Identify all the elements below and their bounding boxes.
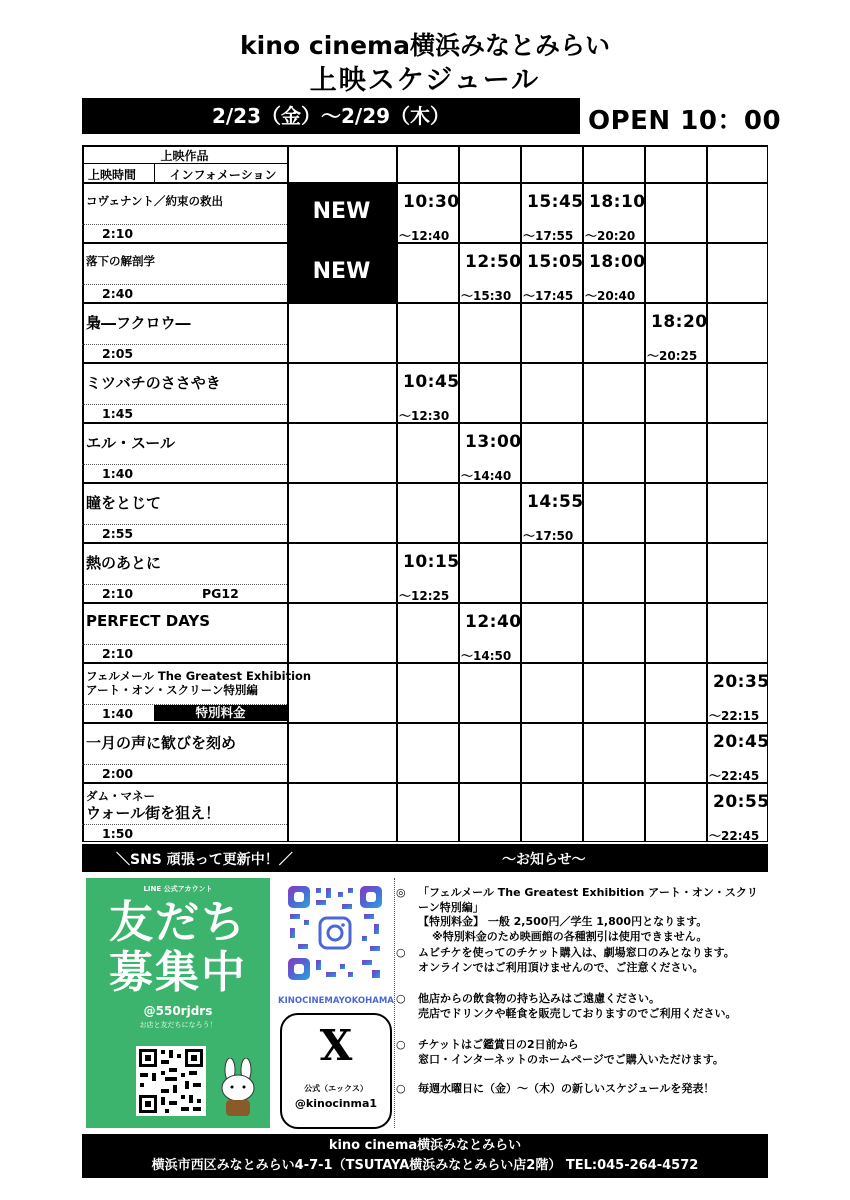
showtime-end: ～12:30: [399, 409, 450, 423]
movie-duration: 2:10: [102, 586, 134, 601]
showtime-end: ～20:25: [647, 349, 698, 363]
grid-row-line: [82, 722, 768, 724]
x-label: 公式（エックス）: [304, 1084, 368, 1093]
showtime-start: 14:55: [527, 492, 584, 512]
grid-col-line: [644, 145, 646, 842]
movie-row-divider: [82, 344, 287, 345]
notice-line: 毎週水曜日に（金）～（木）の新しいスケジュールを発表！: [418, 1082, 715, 1095]
movie-title: 落下の解剖学: [86, 254, 155, 268]
line-friend-card[interactable]: [86, 878, 270, 1128]
x-account-card[interactable]: [280, 1013, 392, 1129]
movie-title: 一月の声に歓びを刻め: [86, 734, 237, 752]
movie-title: PERFECT DAYS: [86, 612, 211, 630]
header-divider: [154, 163, 155, 182]
movie-duration: 1:50: [102, 826, 134, 841]
movie-title: 梟―フクロウ―: [86, 314, 191, 332]
movie-title: ミツバチのささやき: [86, 374, 221, 392]
showtime-end: ～15:30: [461, 289, 512, 303]
notice-bullet-icon: ○: [396, 1038, 406, 1051]
showtime-end: ～20:20: [585, 229, 636, 243]
movie-title-line2: ウォール街を狙え！: [86, 804, 221, 822]
movie-duration: 2:40: [102, 286, 134, 301]
movie-rating: PG12: [202, 586, 239, 601]
grid-col-line: [520, 145, 522, 842]
showtime-end: ～20:40: [585, 289, 636, 303]
showtime-start: 20:55: [713, 792, 770, 812]
showtime-end: ～12:40: [399, 229, 450, 243]
movie-duration: 2:55: [102, 526, 134, 541]
line-qr-code-icon[interactable]: [136, 1046, 206, 1116]
notice-text: [418, 1038, 768, 1067]
showtime-start: 18:20: [651, 312, 708, 332]
movie-title: 熱のあとに: [86, 554, 162, 572]
showtime-start: 10:45: [403, 372, 460, 392]
notice-line: 売店でドリンクや軽食を販売しておりますのでご利用ください。: [418, 1006, 737, 1020]
movie-duration: 2:10: [102, 226, 134, 241]
instagram-qr-code-icon[interactable]: [286, 884, 384, 982]
sns-band-label: ＼SNS 頑張って更新中！／: [116, 852, 293, 868]
schedule-grid: [82, 145, 768, 842]
notice-line: チケットはご鑑賞日の2日前から: [418, 1038, 579, 1051]
notice-text: [418, 886, 768, 944]
notice-text: [418, 1082, 768, 1097]
showtime-end: ～14:40: [461, 469, 512, 483]
movie-row-divider: [82, 224, 287, 225]
showtime-start: 15:05: [527, 252, 584, 272]
news-band-label: ～お知らせ～: [502, 852, 586, 868]
movie-title-line2: アート・オン・スクリーン特別編: [86, 683, 258, 697]
grid-row-line: [82, 482, 768, 484]
grid-col-line: [82, 145, 84, 842]
line-big-text-2: 募集中: [109, 947, 247, 998]
movie-duration: 2:00: [102, 766, 134, 781]
movie-duration: 1:40: [102, 466, 134, 481]
movie-row-divider: [82, 464, 287, 465]
footer-band: [82, 1134, 768, 1178]
date-range-band: 2/23（金）～2/29（木）: [82, 98, 580, 134]
notice-bullet-icon: ◎: [396, 886, 406, 899]
movie-title: フェルメール The Greatest Exhibition: [86, 669, 312, 683]
notice-bullet-icon: ○: [396, 1082, 406, 1095]
grid-row-line: [82, 782, 768, 784]
x-logo-icon: X: [319, 1021, 353, 1070]
notice-text: [418, 992, 768, 1021]
movie-title: ダム・マネー: [86, 789, 155, 803]
bunny-character-icon: [216, 1058, 260, 1118]
movie-duration: 1:40: [102, 706, 134, 721]
social-qr-panel: [278, 878, 392, 1128]
movie-title: エル・スール: [86, 434, 175, 452]
schedule-heading: 上映スケジュール: [309, 65, 541, 96]
notice-text: [418, 946, 768, 975]
notice-line: 窓口・インターネットのホームページでご購入いただけます。: [418, 1052, 724, 1066]
line-big-text-1: 友だち: [109, 897, 247, 948]
showtime-start: 12:40: [465, 612, 522, 632]
showtime-end: ～14:50: [461, 649, 512, 663]
notice-line: ムビチケを使ってのチケット購入は、劇場窓口のみとなります。: [418, 946, 735, 959]
grid-row-line: [82, 841, 768, 843]
grid-row-line: [82, 302, 768, 304]
notice-line: オンラインではご利用頂けませんので、ご注意ください。: [418, 960, 704, 974]
notices-panel: [396, 878, 768, 1128]
showtime-end: ～12:25: [399, 589, 450, 603]
showtime-end: ～22:45: [709, 769, 760, 783]
footer-theater: kino cinema横浜みなとみらい: [328, 1138, 522, 1153]
movie-row-divider: [82, 524, 287, 525]
line-subtext: お店と友だちになろう！: [139, 1021, 217, 1029]
movie-title: 瞳をとじて: [86, 494, 162, 512]
notice-line: 【特別料金】 一般 2,500円／学生 1,800円となります。: [418, 915, 708, 928]
header-films: 上映作品: [160, 149, 209, 163]
footer-address: 横浜市西区みなとみらい4-7-1（TSUTAYA横浜みなとみらい店2階） TEL:045-264-4572: [151, 1158, 699, 1173]
showtime-start: 20:45: [713, 732, 770, 752]
movie-row-divider: [82, 584, 287, 585]
showtime-end: ～22:45: [709, 829, 760, 843]
showtime-start: 15:45: [527, 192, 584, 212]
open-time: OPEN 10：00: [588, 106, 782, 136]
notice-line: 「フェルメール The Greatest Exhibition アート・オン・スクリーン特別編」: [418, 886, 758, 914]
showtime-end: ～22:15: [709, 709, 760, 723]
showtime-start: 10:15: [403, 552, 460, 572]
showtime-end: ～17:50: [523, 529, 574, 543]
movie-duration: 2:10: [102, 646, 134, 661]
movie-row-divider: [82, 824, 287, 825]
showtime-start: 18:00: [589, 252, 646, 272]
info-band: [82, 844, 768, 872]
movie-row-divider: [82, 284, 287, 285]
notice-divider: [394, 878, 395, 1128]
header-info: インフォメーション: [169, 168, 277, 182]
header-runtime: 上映時間: [88, 168, 137, 182]
line-id: @550rjdrs: [143, 1004, 213, 1018]
new-badge: NEW: [287, 182, 396, 242]
showtime-start: 13:00: [465, 432, 522, 452]
grid-col-line: [396, 145, 398, 842]
movie-title: コヴェナント／約束の救出: [86, 194, 223, 208]
x-handle: @kinocinma1: [294, 1097, 378, 1110]
special-price-badge: 特別料金: [154, 705, 287, 721]
grid-col-line: [458, 145, 460, 842]
grid-row-line: [82, 662, 768, 664]
notice-line: 他店からの飲食物の持ち込みはご遠慮ください。: [418, 992, 660, 1005]
movie-duration: 1:45: [102, 406, 134, 421]
showtime-end: ～17:55: [523, 229, 574, 243]
line-caption: LINE 公式アカウント: [143, 885, 213, 893]
new-badge: NEW: [287, 242, 396, 302]
grid-col-line: [706, 145, 708, 842]
showtime-start: 20:35: [713, 672, 770, 692]
theater-name: kino cinema横浜みなとみらい: [240, 31, 610, 60]
showtime-end: ～17:45: [523, 289, 574, 303]
movie-row-divider: [82, 644, 287, 645]
notice-bullet-icon: ○: [396, 946, 406, 959]
instagram-handle: KINOCINEMAYOKOHAMA: [278, 996, 394, 1006]
notice-bullet-icon: ○: [396, 992, 406, 1005]
movie-row-divider: [82, 764, 287, 765]
showtime-start: 12:50: [465, 252, 522, 272]
grid-row-line: [82, 542, 768, 544]
showtime-start: 10:30: [403, 192, 460, 212]
movie-duration: 2:05: [102, 346, 134, 361]
movie-row-divider: [82, 404, 287, 405]
notice-line: ※特別料金のため映画館の各種割引は使用できません。: [432, 929, 708, 943]
showtime-start: 18:10: [589, 192, 646, 212]
